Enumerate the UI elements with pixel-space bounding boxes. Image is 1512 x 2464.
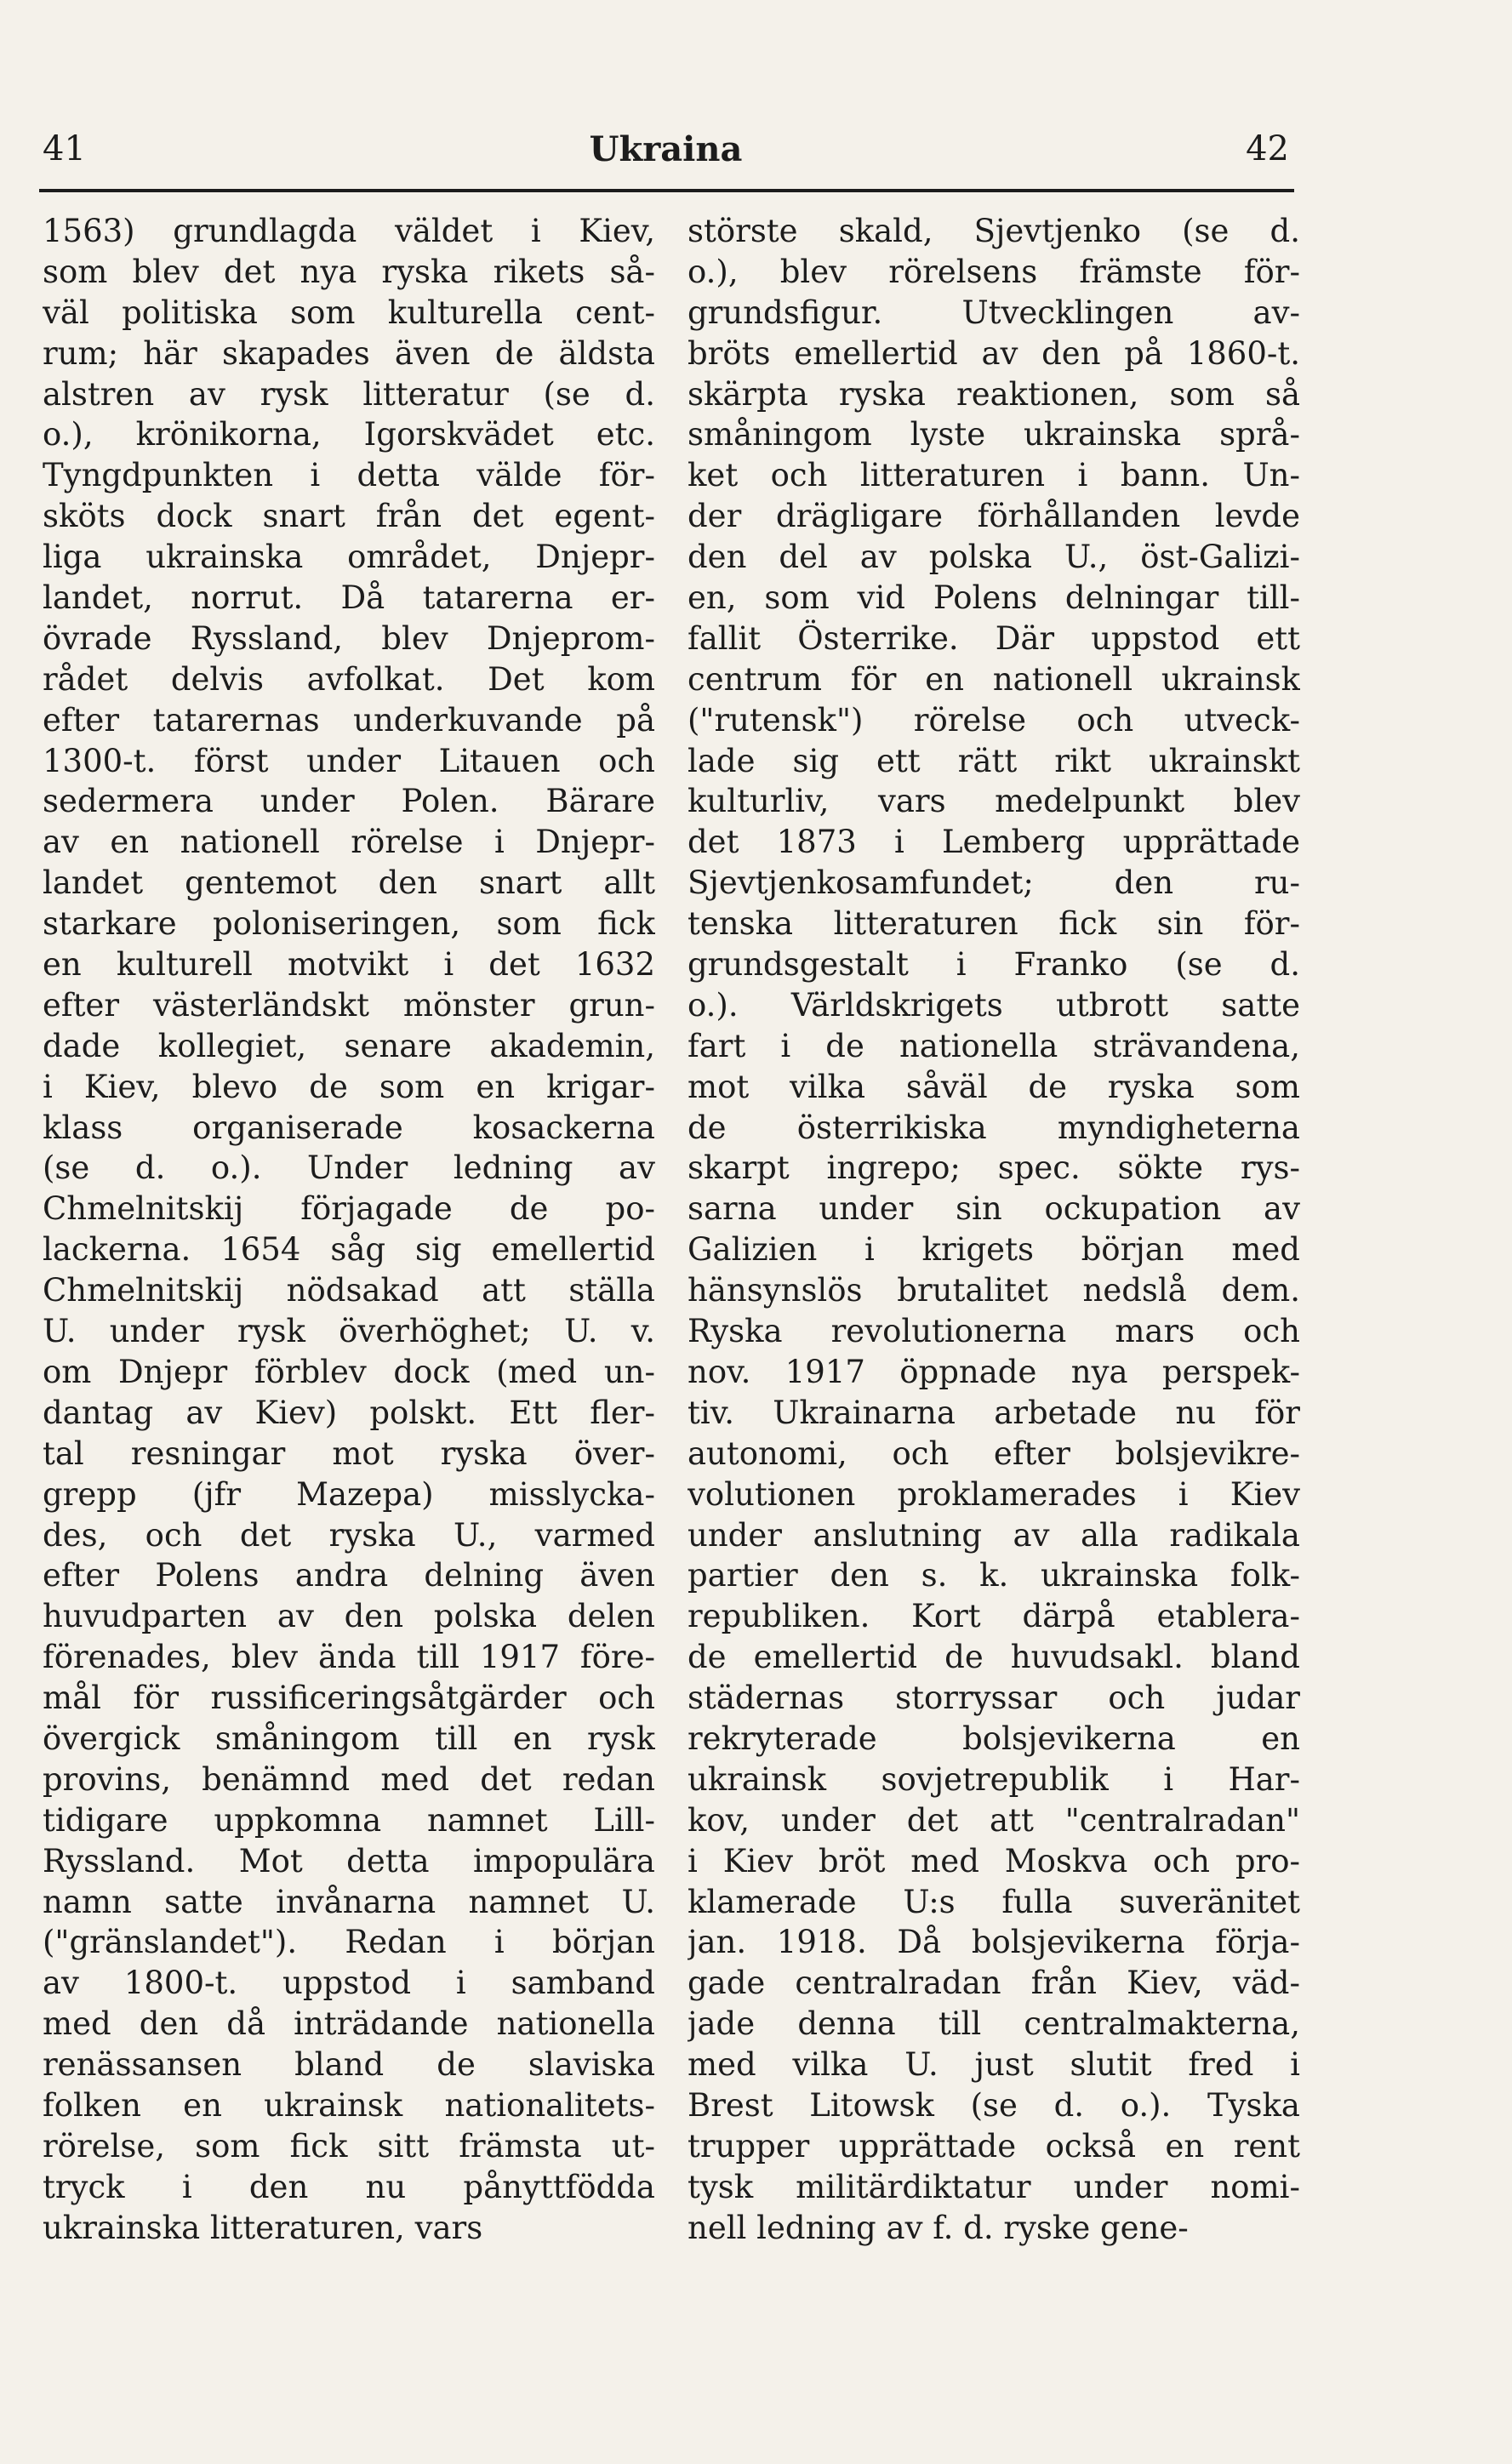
text-line: efter västerländskt mönster grun- — [43, 986, 655, 1024]
text-line: gade centralradan från Kiev, väd- — [688, 1965, 1300, 2002]
text-line: ("rutensk") rörelse och utveck- — [688, 701, 1300, 739]
text-line: kov, under det att "centralradan" — [688, 1801, 1300, 1839]
text-line: sköts dock snart från det egent- — [43, 498, 655, 535]
text-line: grundsfigur. Utvecklingen av- — [688, 294, 1300, 331]
text-line: ket och litteraturen i bann. Un- — [688, 457, 1300, 494]
text-line: folken en ukrainsk nationalitets- — [43, 2086, 655, 2124]
text-line: tenska litteraturen fick sin för- — [688, 905, 1300, 943]
text-line: övergick småningom till en rysk — [43, 1720, 655, 1757]
text-line: Ryska revolutionerna mars och — [688, 1313, 1300, 1350]
text-line: klamerade U:s fulla suveränitet — [688, 1883, 1300, 1920]
text-line: des, och det ryska U., varmed — [43, 1516, 655, 1554]
text-line: övrade Ryssland, blev Dnjeprom- — [43, 619, 655, 657]
text-line: Brest Litowsk (se d. o.). Tyska — [688, 2086, 1300, 2124]
text-line: ukrainska litteraturen, vars — [43, 2209, 483, 2246]
text-line: de österrikiska myndigheterna — [688, 1109, 1300, 1146]
text-line: jan. 1918. Då bolsjevikerna förja- — [688, 1924, 1300, 1961]
text-line: efter Polens andra delning även — [43, 1557, 655, 1594]
text-line: ukrainsk sovjetrepublik i Har- — [688, 1760, 1300, 1798]
text-line: förenades, blev ända till 1917 före- — [43, 1639, 655, 1676]
text-line: grepp (jfr Mazepa) misslycka- — [43, 1475, 655, 1513]
text-line: 1300-t. först under Litauen och — [43, 742, 655, 779]
text-line: småningom lyste ukrainska språ- — [688, 416, 1300, 453]
text-line: om Dnjepr förblev dock (med un- — [43, 1353, 655, 1390]
text-line: alstren av rysk litteratur (se d. — [43, 375, 655, 413]
text-line: hänsynslös brutalitet nedslå dem. — [688, 1272, 1300, 1309]
text-line: i Kiev, blevo de som en krigar- — [43, 1068, 655, 1105]
text-line: med den då inträdande nationella — [43, 2005, 655, 2043]
text-line: sarna under sin ockupation av — [688, 1190, 1300, 1228]
header-rule — [39, 189, 1294, 192]
text-line: i Kiev bröt med Moskva och pro- — [688, 1842, 1300, 1879]
text-line: ("gränslandet"). Redan i början — [43, 1924, 655, 1961]
text-line: grundsgestalt i Franko (se d. — [688, 946, 1300, 984]
text-line: under anslutning av alla radikala — [688, 1516, 1300, 1554]
text-line: trupper upprättade också en rent — [688, 2127, 1300, 2165]
text-line: tysk militärdiktatur under nomi- — [688, 2168, 1300, 2205]
text-line: nell ledning av f. d. ryske gene- — [688, 2209, 1189, 2246]
text-line: sedermera under Polen. Bärare — [43, 783, 655, 820]
text-line: rum; här skapades även de äldsta — [43, 334, 655, 372]
text-line: det 1873 i Lemberg upprättade — [688, 824, 1300, 861]
text-line: Ryssland. Mot detta impopulära — [43, 1842, 655, 1879]
right-column — [688, 211, 1300, 2249]
text-line: en, som vid Polens delningar till- — [688, 579, 1300, 617]
text-line: med vilka U. just slutit fred i — [688, 2046, 1300, 2084]
right-page-number: 42 — [1246, 129, 1289, 168]
text-line: tryck i den nu pånyttfödda — [43, 2168, 655, 2205]
text-line: landet, norrut. Då tatarerna er- — [43, 579, 655, 617]
text-line: efter tatarernas underkuvande på — [43, 701, 655, 739]
text-line: fart i de nationella strävandena, — [688, 1027, 1300, 1064]
text-line: centrum för en nationell ukrainsk — [688, 660, 1300, 698]
text-line: o.). Världskrigets utbrott satte — [688, 986, 1300, 1024]
text-line: namn satte invånarna namnet U. — [43, 1883, 655, 1920]
text-line: väl politiska som kulturella cent- — [43, 294, 655, 331]
text-line: (se d. o.). Under ledning av — [43, 1149, 655, 1187]
left-column — [43, 211, 655, 2249]
running-title: Ukraina — [589, 128, 743, 169]
text-line: huvudparten av den polska delen — [43, 1598, 655, 1635]
text-line: rörelse, som fick sitt främsta ut- — [43, 2127, 655, 2165]
text-line: rådet delvis avfolkat. Det kom — [43, 660, 655, 698]
text-line: Chmelnitskij nödsakad att ställa — [43, 1272, 655, 1309]
text-line: de emellertid de huvudsakl. bland — [688, 1639, 1300, 1676]
text-line: tidigare uppkomna namnet Lill- — [43, 1801, 655, 1839]
text-line: som blev det nya ryska rikets så- — [43, 253, 655, 290]
text-line: renässansen bland de slaviska — [43, 2046, 655, 2084]
text-line: partier den s. k. ukrainska folk- — [688, 1557, 1300, 1594]
text-line: 1563) grundlagda väldet i Kiev, — [43, 213, 655, 249]
text-line: fallit Österrike. Där uppstod ett — [688, 619, 1300, 657]
text-line: tal resningar mot ryska över- — [43, 1434, 655, 1472]
text-line: störste skald, Sjevtjenko (se d. — [688, 213, 1300, 249]
text-line: autonomi, och efter bolsjevikre- — [688, 1434, 1300, 1472]
text-line: o.), krönikorna, Igorskvädet etc. — [43, 416, 655, 453]
page-header — [43, 119, 1289, 179]
text-line: kulturliv, vars medelpunkt blev — [688, 783, 1300, 820]
text-line: volutionen proklamerades i Kiev — [688, 1475, 1300, 1513]
text-line: U. under rysk överhöghet; U. v. — [43, 1313, 655, 1350]
left-page-number: 41 — [43, 129, 86, 168]
text-line: mål för russificeringsåtgärder och — [43, 1680, 655, 1717]
text-line: provins, benämnd med det redan — [43, 1760, 655, 1798]
text-line: starkare poloniseringen, som fick — [43, 905, 655, 943]
text-line: dade kollegiet, senare akademin, — [43, 1027, 655, 1064]
text-line: Sjevtjenkosamfundet; den ru- — [688, 864, 1300, 902]
text-line: Chmelnitskij förjagade de po- — [43, 1190, 655, 1228]
text-line: bröts emellertid av den på 1860-t. — [688, 334, 1300, 372]
text-line: rekryterade bolsjevikerna en — [688, 1720, 1300, 1757]
text-line: landet gentemot den snart allt — [43, 864, 655, 902]
text-line: skarpt ingrepo; spec. sökte rys- — [688, 1149, 1300, 1187]
text-line: republiken. Kort därpå etablera- — [688, 1598, 1300, 1635]
text-line: lackerna. 1654 såg sig emellertid — [43, 1231, 655, 1269]
text-line: dantag av Kiev) polskt. Ett fler- — [43, 1394, 655, 1431]
text-line: av en nationell rörelse i Dnjepr- — [43, 824, 655, 861]
text-line: Tyngdpunkten i detta välde för- — [43, 457, 655, 494]
text-line: jade denna till centralmakterna, — [688, 2005, 1300, 2043]
text-line: mot vilka såväl de ryska som — [688, 1068, 1300, 1105]
text-line: o.), blev rörelsens främste för- — [688, 253, 1300, 290]
text-line: klass organiserade kosackerna — [43, 1109, 655, 1146]
text-line: der drägligare förhållanden levde — [688, 498, 1300, 535]
text-line: den del av polska U., öst-Galizi- — [688, 539, 1300, 576]
text-line: av 1800-t. uppstod i samband — [43, 1965, 655, 2002]
text-line: lade sig ett rätt rikt ukrainskt — [688, 742, 1300, 779]
text-line: städernas storryssar och judar — [688, 1680, 1300, 1717]
text-line: tiv. Ukrainarna arbetade nu för — [688, 1394, 1300, 1431]
text-line: en kulturell motvikt i det 1632 — [43, 946, 655, 984]
text-line: nov. 1917 öppnade nya perspek- — [688, 1353, 1300, 1390]
text-line: Galizien i krigets början med — [688, 1231, 1300, 1269]
text-line: liga ukrainska området, Dnjepr- — [43, 539, 655, 576]
text-line: skärpta ryska reaktionen, som så — [688, 375, 1300, 413]
